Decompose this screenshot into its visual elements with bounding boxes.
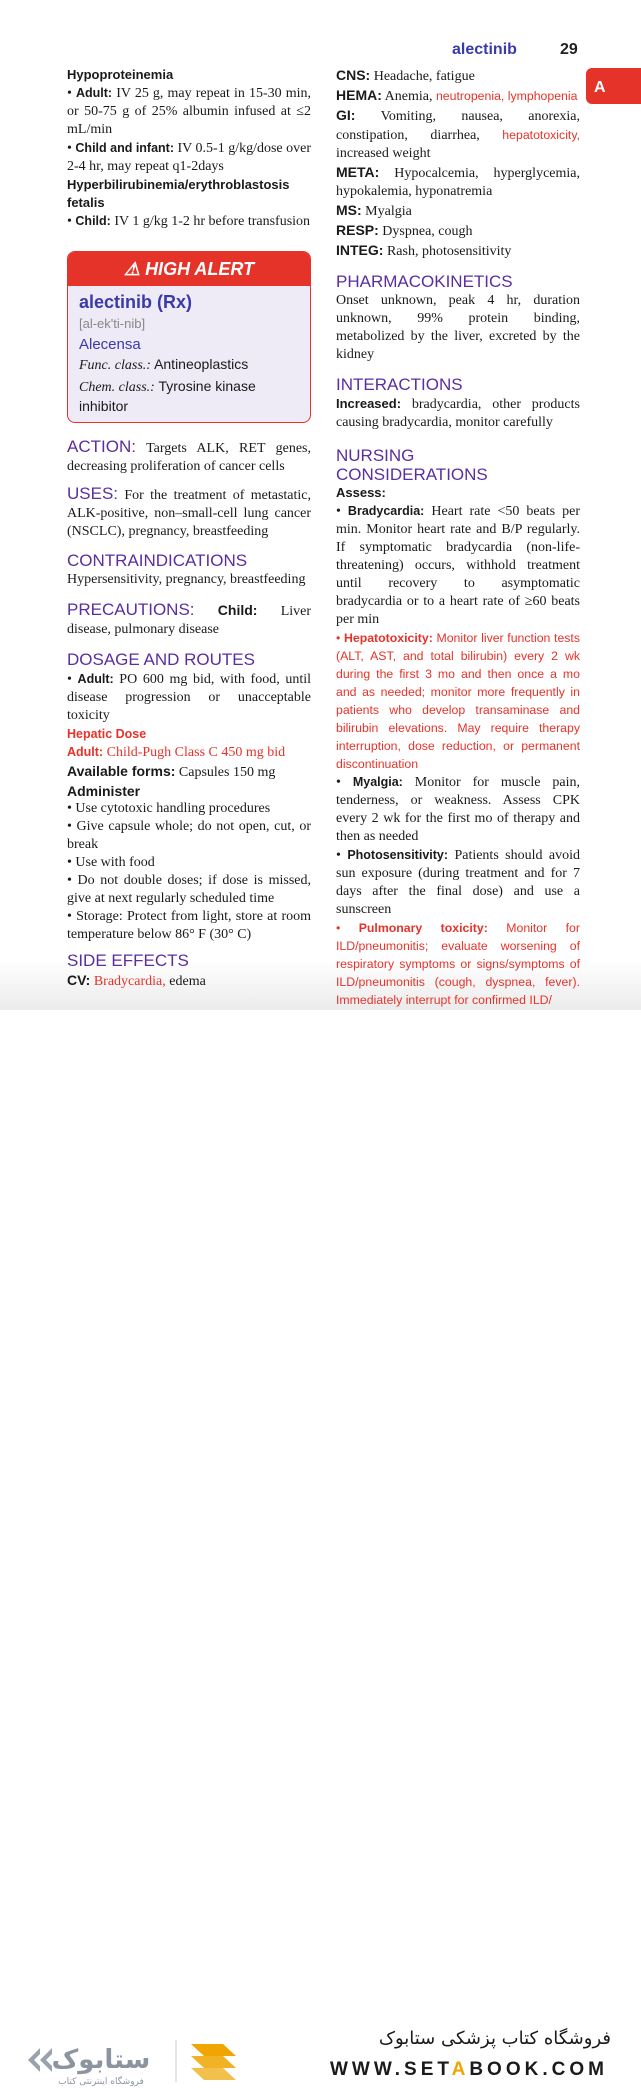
admin-item: • Use with food — [67, 855, 155, 870]
admin-item: • Do not double doses; if dose is missed, give at next regularly scheduled time — [67, 873, 312, 906]
hyper-child: • Child: IV 1 g/kg 1-2 hr before transfusion — [67, 214, 311, 229]
pk-title: PHARMACOKINETICS — [336, 272, 513, 291]
pronunciation: [al-ek'ti-nib] — [79, 316, 146, 331]
assess-bradycardia: • Bradycardia: Heart rate <50 beats per min. Monitor heart rate and B/P regularly. If symptomatic bradycardia (non-life-threatening) occurs, withhold treatment until recovery to asymptomatic bradycardia or to a heart rate of ≥60 beats per min — [336, 504, 581, 627]
high-alert-box — [67, 251, 311, 423]
se-ms: MS: Myalgia — [336, 202, 412, 219]
se-resp: RESP: Dyspnea, cough — [336, 222, 473, 239]
se-hema: HEMA: Anemia, neutropenia, lymphopenia — [336, 87, 578, 104]
hypo-title: Hypoproteinemia — [67, 67, 174, 82]
assess-myalgia: • Myalgia: Monitor for muscle pain, tenderness, or weakness. Assess CPK every 2 wk for the first mo of therapy and then as needed — [336, 775, 580, 844]
hepatic-dose: Adult: Child-Pugh Class C 450 mg bid — [67, 745, 286, 760]
admin-item: • Give capsule whole; do not open, cut, or break — [67, 819, 312, 852]
book-page — [0, 0, 641, 1010]
chem-class: Chem. class.: Tyrosine kinase inhibitor — [79, 378, 256, 414]
footer-banner — [0, 1010, 641, 2087]
dosage-adult: • Adult: PO 600 mg bid, with food, until disease progression or unacceptable toxicity — [67, 672, 312, 723]
admin-item: • Use cytotoxic handling procedures — [67, 801, 271, 816]
hypo-adult: • Adult: IV 25 g, may repeat in 15-30 min, or 50-75 g of 25% albumin infused at ≤2 mL/min — [67, 86, 311, 137]
store-name: فروشگاه کتاب پزشکی ستابوک — [378, 2028, 611, 2049]
se-integ: INTEG: Rash, photosensitivity — [336, 242, 512, 259]
contra-title: CONTRAINDICATIONS — [67, 551, 248, 570]
left-column-bottom — [67, 437, 311, 991]
logo-tagline: فروشگاه اینترنتی کتاب — [58, 2077, 144, 2087]
side-effects-title: SIDE EFFECTS — [67, 951, 189, 970]
hypo-child: • Child and infant: IV 0.5-1 g/kg/dose over 2-4 hr, may repeat q1-2days — [67, 141, 312, 174]
assess-photosensitivity: • Photosensitivity: Patients should avoid sun exposure (during treatment and for 7 days after the final dose) and use a sunscreen — [336, 848, 581, 917]
page-number: 29 — [560, 41, 578, 58]
interactions-text: Increased: bradycardia, other products causing bradycardia, monitor carefully — [336, 396, 580, 430]
setabook-logo — [26, 2032, 256, 2088]
contra-text: Hypersensitivity, pregnancy, breastfeeding — [67, 572, 306, 587]
left-column-top — [67, 66, 311, 231]
se-meta: META: Hypocalcemia, hyperglycemia, hypokalemia, hyponatremia — [336, 164, 580, 199]
side-cv: CV: Bradycardia, edema — [67, 972, 206, 989]
action-section: ACTION: Targets ALK, RET genes, decreasing proliferation of cancer cells — [67, 437, 311, 474]
warning-icon: ⚠ — [123, 259, 141, 279]
dosage-title: DOSAGE AND ROUTES — [67, 650, 255, 669]
alphabet-tab: A — [586, 68, 641, 104]
drug-name: alectinib (Rx) — [79, 292, 193, 312]
right-column — [336, 66, 580, 1009]
brand-name: Alecensa — [79, 336, 141, 353]
high-alert-banner: ⚠ HIGH ALERT — [68, 252, 310, 286]
hepatic-title: Hepatic Dose — [67, 727, 147, 741]
se-gi: GI: Vomiting, nausea, anorexia, constipation, diarrhea, hepatotoxicity, increased weight — [336, 107, 581, 161]
running-head-drug: alectinib — [452, 41, 517, 58]
hyper-title: Hyperbilirubinemia/erythroblastosis fetalis — [67, 177, 290, 210]
uses-section: USES: For the treatment of metastatic, ALK-positive, non–small-cell lung cancer (NSCLC), pregnancy, breastfeeding — [67, 484, 311, 539]
assess-label: Assess: — [336, 485, 386, 500]
interactions-title: INTERACTIONS — [336, 375, 463, 394]
administer-title: Administer — [67, 783, 141, 799]
store-url[interactable]: WWW.SETABOOK.COM — [330, 2059, 608, 2080]
assess-hepatotoxicity: • Hepatotoxicity: Monitor liver function tests (ALT, AST, and total bilirubin) every 2 wk during the first 3 mo and then once a mo and as needed; monitor more frequently in patients who develop transaminase and bilirubin elevations. May require therapy interruption, dose reduction, or permanent discontinuation — [336, 631, 580, 771]
logo-wordmark: ستابوک — [51, 2045, 151, 2075]
nursing-title: NURSING CONSIDERATIONS — [336, 446, 488, 484]
precautions-section: PRECAUTIONS: Child: Liver disease, pulmonary disease — [67, 600, 312, 637]
admin-item: • Storage: Protect from light, store at room temperature below 86° F (30° C) — [67, 909, 311, 942]
se-cns: CNS: Headache, fatigue — [336, 67, 475, 84]
assess-pulmonary: • Pulmonary toxicity: Monitor for ILD/pneumonitis; evaluate worsening of respiratory symptoms or signs/symptoms of ILD/pneumonitis (cough, dyspnea, fever). Immediately interrupt for confirmed ILD/ — [336, 921, 580, 1007]
available-forms: Available forms: Capsules 150 mg — [67, 763, 276, 780]
pk-text: Onset unknown, peak 4 hr, duration unknown, 99% protein binding, metabolized by the liver, excreted by the kidney — [336, 293, 580, 362]
func-class: Func. class.: Antineoplastics — [79, 356, 249, 373]
